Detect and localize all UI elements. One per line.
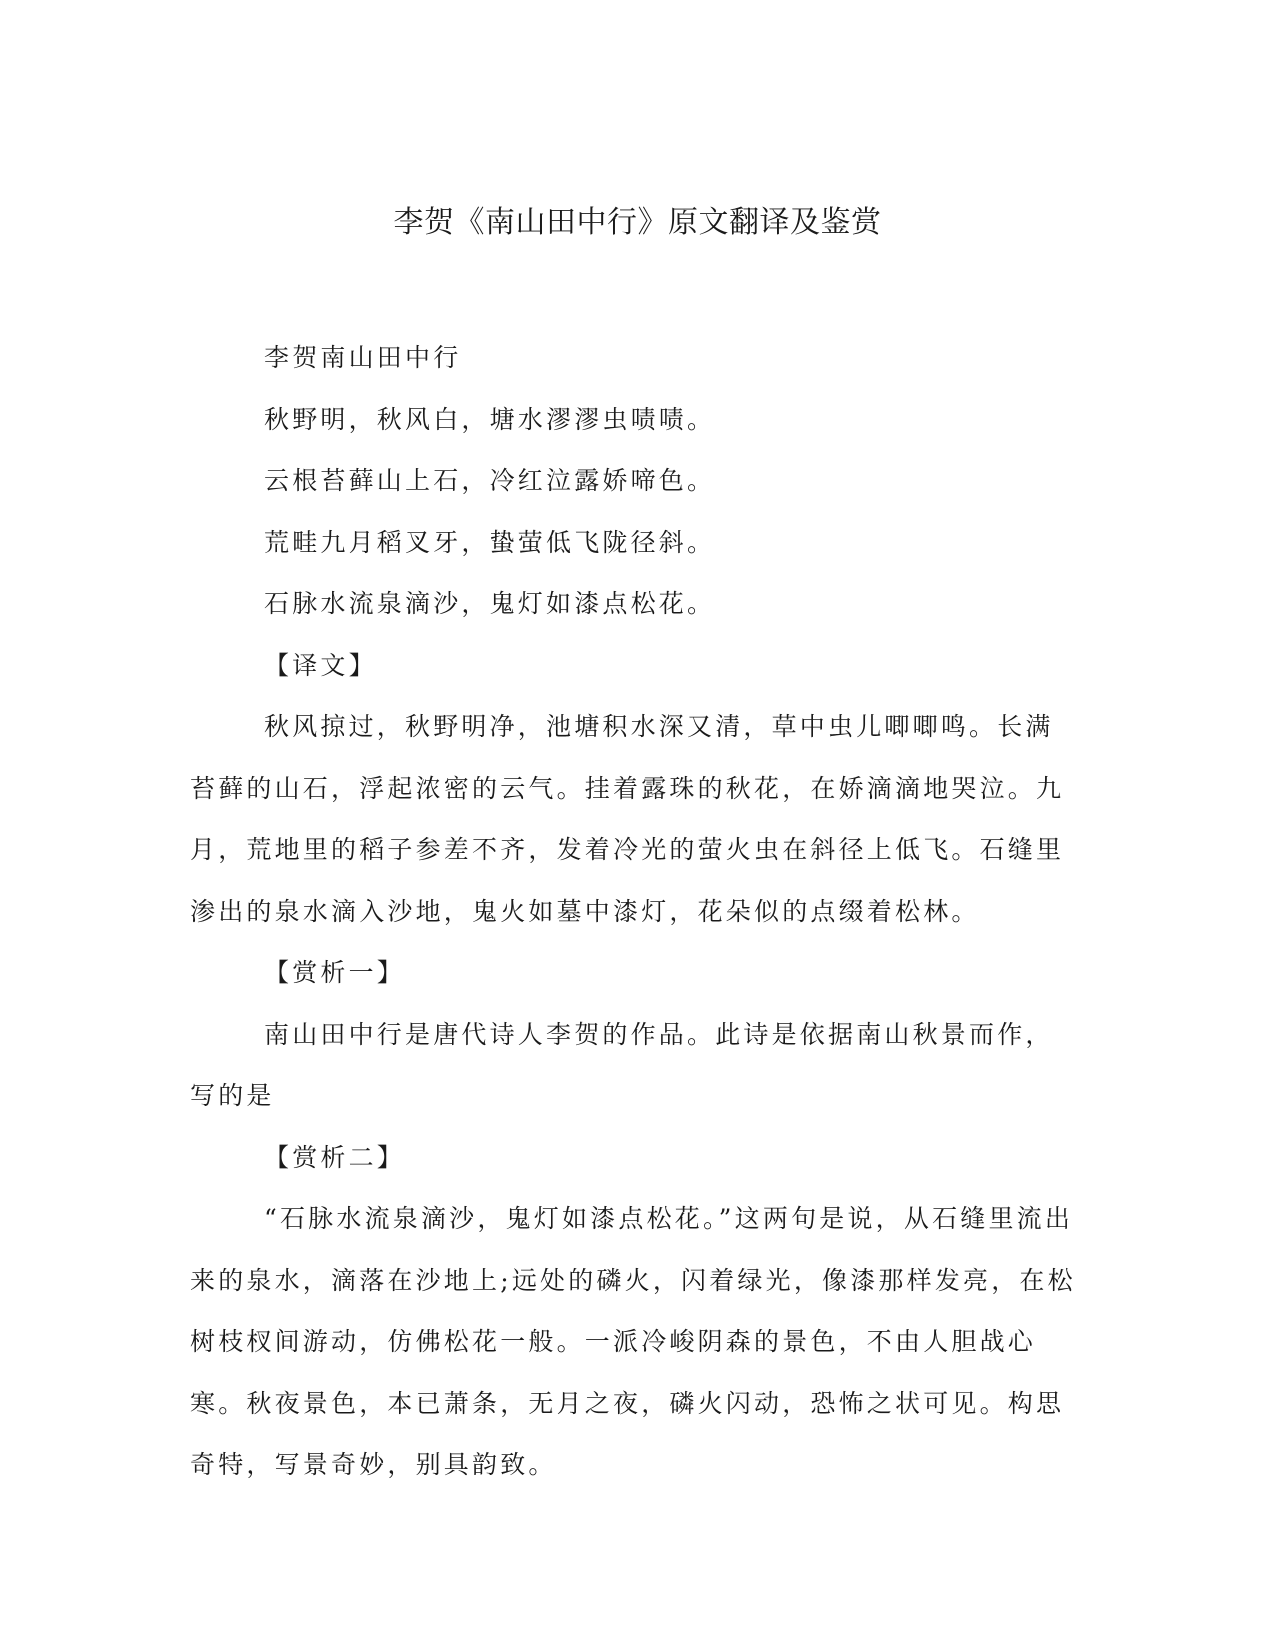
poem-line: 秋野明，秋风白，塘水漻漻虫啧啧。: [264, 404, 716, 434]
document-body: [190, 327, 1080, 1496]
translation-paragraph: 秋风掠过，秋野明净，池塘积水深又清，草中虫儿唧唧鸣。长满苔藓的山石，浮起浓密的云气。挂着露珠的秋花，在娇滴滴地哭泣。九月，荒地里的稻子参差不齐，发着冷光的萤火虫在斜径上低飞。石缝里渗出的泉水滴入沙地，鬼火如墓中漆灯，花朵似的点缀着松林。: [190, 712, 1065, 926]
poem-line: 荒畦九月稻叉牙，蛰萤低飞陇径斜。: [264, 527, 716, 557]
appreciation-one-paragraph: 南山田中行是唐代诗人李贺的作品。此诗是依据南山秋景而作，写的是: [190, 1019, 1054, 1110]
appreciation-one-heading: 【赏析一】: [264, 958, 406, 987]
poem-line: 石脉水流泉滴沙，鬼灯如漆点松花。: [264, 589, 716, 618]
poem-heading: 李贺南山田中行: [264, 343, 462, 372]
translation-heading: 【译文】: [264, 650, 377, 680]
appreciation-two-paragraph: “石脉水流泉滴沙，鬼灯如漆点松花。”这两句是说，从石缝里流出来的泉水，滴落在沙地上;远处的磷火，闪着绿光，像漆那样发亮，在松树枝杈间游动，仿佛松花一般。一派冷峻阴森的景色，不由人胆战心寒。秋夜景色，本已萧条，无月之夜，磷火闪动，恐怖之状可见。构思奇特，写景奇妙，别具韵致。: [190, 1204, 1076, 1479]
document-title: 李贺《南山田中行》原文翻译及鉴赏: [393, 205, 882, 240]
appreciation-two-heading: 【赏析二】: [264, 1142, 406, 1172]
poem-line: 云根苔藓山上石，冷红泣露娇啼色。: [264, 466, 716, 495]
